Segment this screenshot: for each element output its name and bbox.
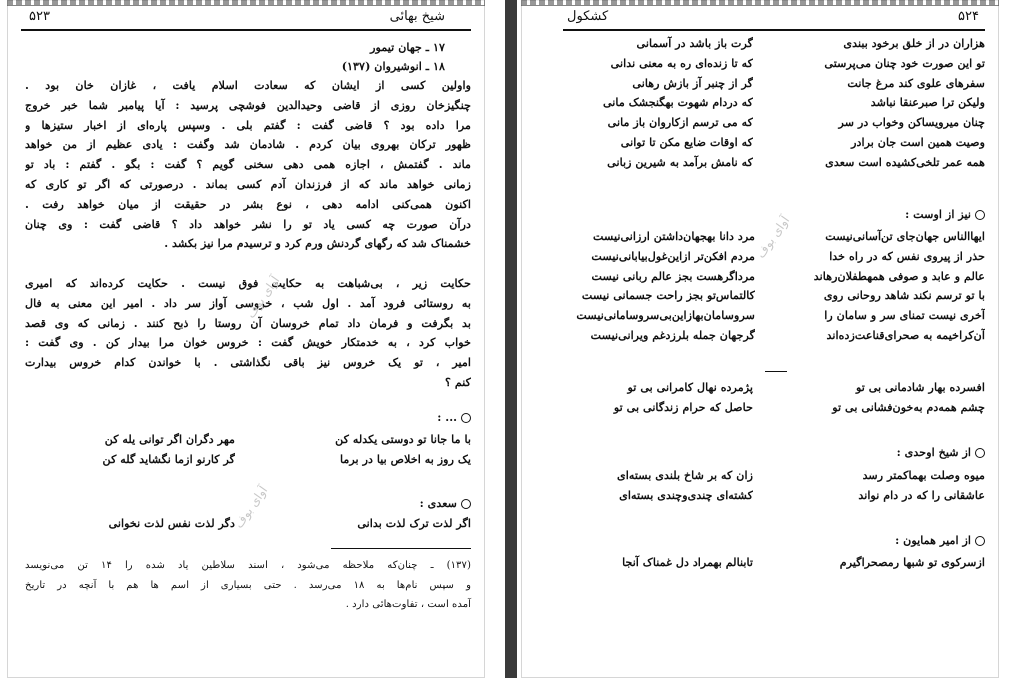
- verse-bahar-right: افسرده بهار شادمانی بی تو چشم همه‌دم به‌خون‌فشانی بی تو: [832, 380, 985, 414]
- verse-amir-left: تابنالم بهمراد دل غمناک آنجا: [622, 555, 753, 569]
- right-page: [521, 0, 999, 678]
- footnote-137: (۱۳۷) ـ چنان‌که ملاحظه می‌شود ، اسند سلاطین یاد شده را ۱۴ تن می‌نویسد و سپس نام‌ها به ۱۸ می‌رسد . حتی بسیاری از اسم ها هم با آنچه در تاریخ آمده است ، تفاوت‌هائی دارد .: [25, 560, 471, 611]
- verse-1-right-hemistichs: با ما جانا تو دوستی یکدله کن یک روز به اخلاص بیا در برما: [335, 432, 471, 466]
- verse-mid-left-hemistichs: مرد دانا بهجهان‌داشتن ارزانی‌نیست مردم افکن‌تر ازاین‌غول‌بیابانی‌نیست مردا‌گرهست بجز عالم ربانی نیست کالتماس‌تو بجز راحت جسمانی نیست سروسامان‌بهازاین‌بی‌سروسامانی‌نیست گرجهان جمله بلرزدغم ویرانی‌نیست: [576, 229, 755, 342]
- watermark: آوای بوف: [231, 483, 271, 531]
- paragraph-rooster: حکایت زیر ، بی‌شباهت به حکایت فوق نیست . حکایت کرده‌اند که امیری به روستائی فرود آمد . اول شب ، خروسی آواز سر داد . امیر این معنی به فال بد بگرفت و فرمان داد تمام خروسان آن روستا را ذبح کنند . زمانی که وی قصد خواب کرد ، به خدمتکار خویش گفت : خروس خوان مرا بیدار کن . وی گفت : امیر ، تو یک خروس نیز باقی نگذاشتی . با خواندن کدام خروس بیدارت کنم ؟: [25, 276, 471, 389]
- footnote-rule: [331, 548, 471, 549]
- left-page-number: ۵۲۳: [29, 9, 50, 24]
- saadi-heading: سعدی :: [351, 494, 471, 514]
- left-header-rule: [21, 29, 471, 31]
- circle-bullet-icon: [461, 413, 471, 423]
- amir-heading: از امیر همایون :: [825, 531, 985, 551]
- right-running-title: کشکول: [567, 9, 609, 24]
- book-gutter: [505, 0, 517, 678]
- heading-17: ۱۷ ـ جهان تیمور: [370, 40, 445, 54]
- ellipsis-heading: ... :: [351, 408, 471, 428]
- verse-1-left-hemistichs: مهر دگران اگر توانی یله کن گر کارنو ازما نگشاید گله کن: [102, 432, 235, 466]
- verse-awhadi-right: میوه وصلت بهماکمتر رسد عاشقانی را که در دام نواند: [858, 468, 985, 502]
- awhadi-heading: از شیخ اوحدی :: [825, 443, 985, 463]
- section-dash: [765, 371, 787, 372]
- also-his-heading: نیز از اوست :: [825, 205, 985, 225]
- left-page: [7, 0, 485, 678]
- paragraph-chengiz: واولین کسی از ایشان که سعادت اسلام یافت ، غازان خان بود . چنگیزخان روزی از قاضی وحیدالدین فوشچی پرسید : آیا پیامبر شما خبر خروج مرا داده بود ؟ قاضی گفت : گفتم بلی . وسپس پاره‌ای از اخبار ستیزها و ظهور ترکان بهروی بیان کردم . شادمان شد وگفت : یادی عظیم از من خواهد ماند . گفتمش ، اجازه همی دهی سخنی گویم ؟ گفت : بگو . گفتم : باد تو زمانی خواهد ماند که از فرزندان آدم کسی بماند . درصورتی که اگر تو کاری که اکنون همی‌کنی ادامه دهی ، نوع بشر در حقیقت از میان خواهد رفت . درآن صورت چه کسی یاد تو را نشر خواهد داد ؟ قاضی گفت : وی چنان خشمناک شد که رگهای گردنش ورم کرد و ترسیدم مرا نیز بکشد .: [25, 78, 471, 251]
- verse-top-right-hemistichs: هزاران در از خلق برخود ببندی تو این صورت خود چنان می‌پرستی سفرهای علوی کند مرغ جانت ولیکن ترا صبرعنقا نباشد چنان میرویساکن وخواب در سر وصیت همین است جان برادر همه عمر تلخی‌کشیده است سعدی: [824, 36, 985, 169]
- circle-bullet-icon: [975, 210, 985, 220]
- saadi-verse-left: دگر لذت نفس لذت نخوانی: [108, 516, 235, 530]
- circle-bullet-icon: [461, 499, 471, 509]
- right-header-rule: [563, 29, 985, 31]
- watermark: آوای بوف: [753, 213, 793, 261]
- heading-18: ۱۸ ـ انوشیروان (۱۳۷): [341, 59, 445, 73]
- circle-bullet-icon: [975, 536, 985, 546]
- saadi-verse-right: اگر لذت ترک لذت بدانی: [357, 516, 471, 530]
- verse-amir-right: ازسرکوی تو شبها رمصحراگیرم: [839, 555, 985, 569]
- right-page-number: ۵۲۴: [958, 9, 979, 24]
- verse-top-left-hemistichs: گرت باز باشد در آسمانی که تا زنده‌ای ره به معنی ندانی گر از چنبر آز بازش رهانی که دردام شهوت بهگنجشک مانی که می ترسم ازکاروان باز مانی که اوقات ضایع مکن تا توانی که نامش برآمد به شیرین زبانی: [602, 36, 753, 169]
- verse-awhadi-left: زان که بر شاخ بلندی بسته‌ای کشته‌ای چندی‌وچندی بسته‌ای: [617, 468, 753, 502]
- verse-mid-right-hemistichs: ایهاالناس جهان‌جای تن‌آسانی‌نیست حذر از پیروی نفس که در راه خدا عالم و عابد و صوفی همهطفلان‌رهاند با تو ترسم نکند شاهد روحانی روی آخری نیست تمنای سر و سامان را آن‌کراخیمه به صحرای‌قناعت‌زده‌اند: [813, 229, 985, 342]
- left-running-title: شیخ بهائی: [389, 9, 445, 24]
- watermark: آوای بوف: [243, 273, 283, 321]
- circle-bullet-icon: [975, 448, 985, 458]
- verse-bahar-left: پژمرده نهال کامرانی بی تو حاصل که حرام زندگانی بی تو: [613, 380, 753, 414]
